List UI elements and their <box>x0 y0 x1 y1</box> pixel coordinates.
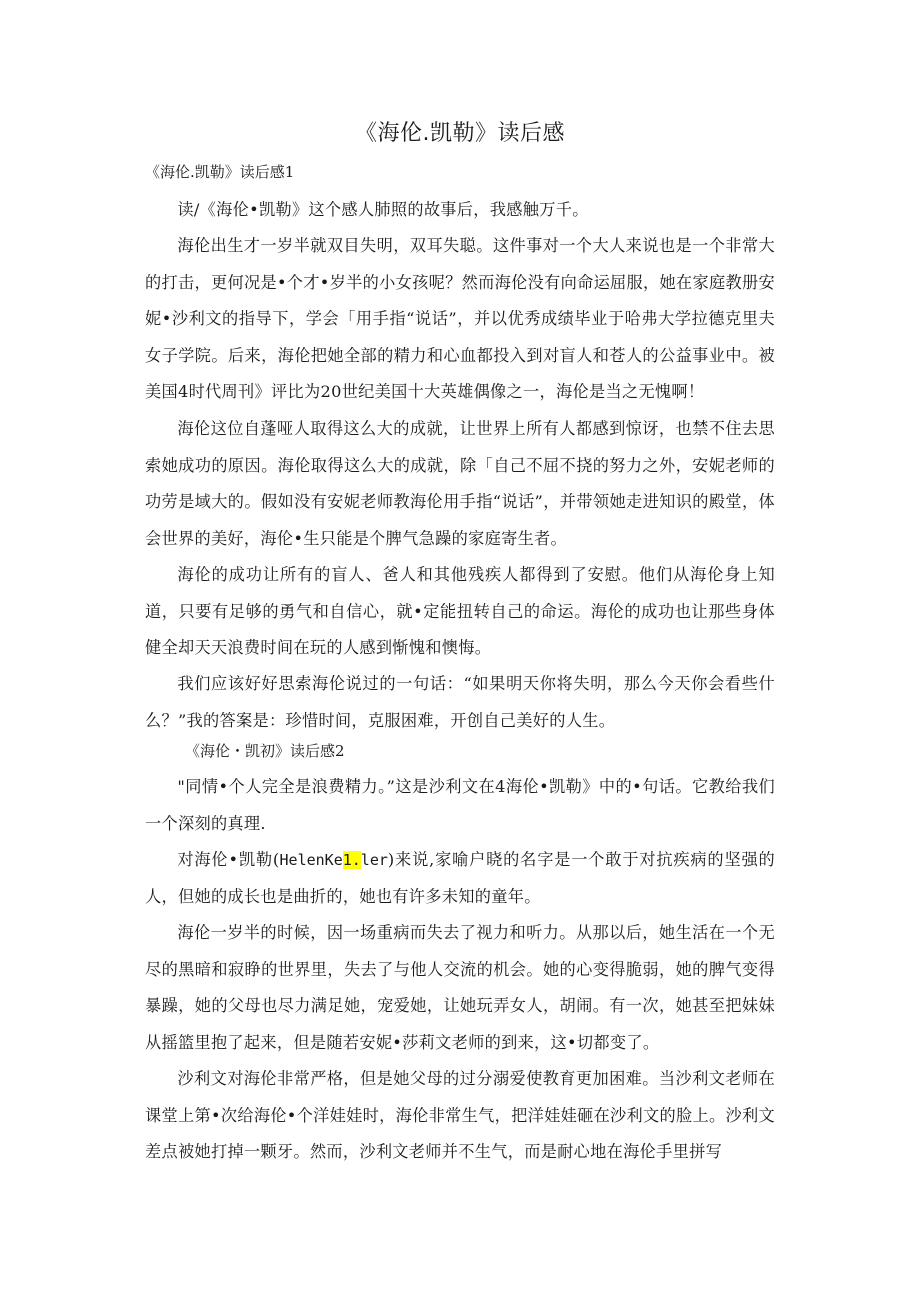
english-name-part-a: HelenKe <box>279 851 343 869</box>
essay1-paragraph-2: 海伦出生才一岁半就双目失明，双耳失聪。这件事对一个大人来说也是一个非常大的打击，更何况是•个才•岁半的小女孩呢？然而海伦没有向命运屈服，她在家庭教册安妮•沙利文的指导下，学会「用手指“说话”，并以优秀成绩毕业于哈弗大学拉德克里夫女子学院。后来，海伦把她全部的精力和心血都投入到对盲人和苍人的公益事业中。被美国4时代周刊》评比为20世纪美国十大英雄偶像之一，海伦是当之无愧啊！ <box>145 236 775 401</box>
english-name-part-b: ler <box>360 851 388 869</box>
essay2-heading: 《海伦・凯初》读后感2 <box>185 742 345 760</box>
essay2-paragraph-4: 沙利文对海伦非常严格，但是她父母的过分溺爱使教育更加困难。当沙利文老师在课堂上第•次给海伦•个洋娃娃时，海伦非常生气，把洋娃娃砸在沙利文的脸上。沙利文差点被她打掉一颗牙。然而，沙利文老师并不生气，而是耐心地在海伦手里拼写 <box>145 1069 775 1161</box>
essay1-paragraph-3: 海伦这位自蓬哑人取得这么大的成就，让世界上所有人都感到惊讶，也禁不住去思索她成功的原因。海伦取得这么大的成就，除「自己不屈不挠的努力之外，安妮老师的功劳是域大的。假如没有安妮老师教海伦用手指“说话”，并带领她走进知识的殿堂，体会世界的美好，海伦•生只能是个脾气急躁的家庭寄生者。 <box>145 419 775 548</box>
essay1-paragraph-5: 我们应该好好思索海伦说过的一句话：“如果明天你将失明，那么今天你会看些什么？”我的答案是：珍惜时间，克服困难，开创自己美好的人生。 <box>145 674 775 730</box>
essay1-heading: 《海伦.凯勒》读后感1 <box>145 163 295 181</box>
essay1-paragraph-4: 海伦的成功让所有的盲人、爸人和其他残疾人都得到了安慰。他们从海伦身上知道，只要有足够的勇气和自信心，就•定能扭转自己的命运。海伦的成功也让那些身体健全却天天浪费时间在玩的人感到惭愧和懊悔。 <box>145 565 775 657</box>
essay2-paragraph-3: 海伦一岁半的时候，因一场重病而失去了视力和听力。从那以后，她生活在一个无尽的黑暗和寂睁的世界里，失去了与他人交流的机会。她的心变得脆弱，她的脾气变得暴躁，她的父母也尽力满足她，宠爱她，让她玩弄女人，胡闹。有一次，她甚至把妹妹从摇篮里抱了起来，但是随若安妮•莎莉文老师的到来，这•切都变了。 <box>145 923 775 1052</box>
essay2-paragraph-1: "同情•个人完全是浪费精力。”这是沙利文在4海伦•凯勒》中的•句话。它教给我们一个深刻的真理. <box>145 777 775 833</box>
essay2-paragraph-2 <box>145 842 775 915</box>
document-title: 《海伦.凯勒》读后感 <box>355 121 565 146</box>
essay2-p2-after: )来说,家喻户晓的名字是一个敢于对抗疾病的坚强的人，但她的成长也是曲折的，她也有许多未知的童年。 <box>145 850 775 906</box>
essay2-p2-before: 对海伦•凯勒( <box>177 850 280 869</box>
essay1-paragraph-1: 读/《海伦•凯勒》这个感人肺照的故事后，我感触万千。 <box>177 200 589 219</box>
highlighted-text: 1. <box>342 851 361 869</box>
